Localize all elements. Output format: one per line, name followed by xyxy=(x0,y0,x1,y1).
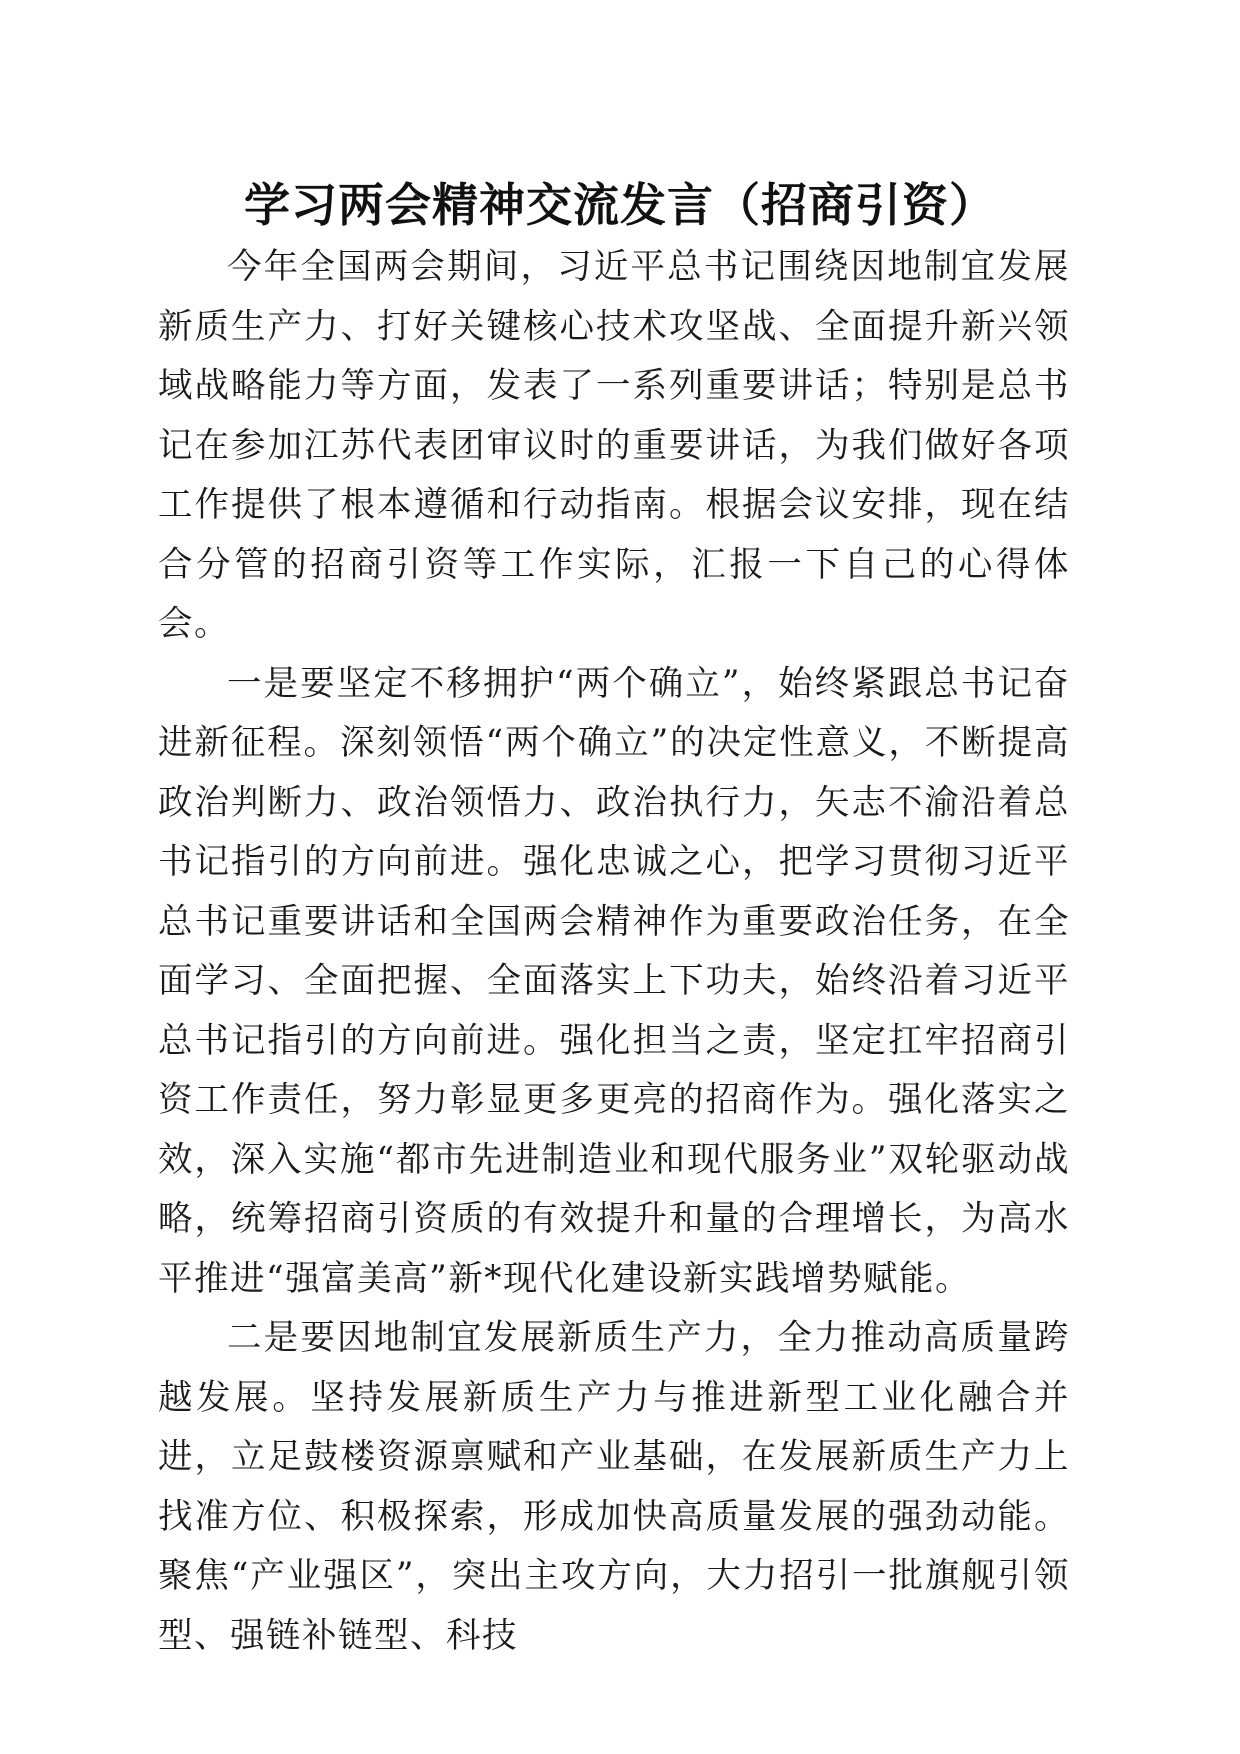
document-body xyxy=(158,238,1070,1666)
paragraph-intro: 今年全国两会期间，习近平总书记围绕因地制宜发展新质生产力、打好关键核心技术攻坚战、全面提升新兴领域战略能力等方面，发表了一系列重要讲话；特别是总书记在参加江苏代表团审议时的重要讲话，为我们做好各项工作提供了根本遵循和行动指南。根据会议安排，现在结合分管的招商引资等工作实际，汇报一下自己的心得体会。 xyxy=(158,247,1070,644)
paragraph-point-one: 一是要坚定不移拥护“两个确立”，始终紧跟总书记奋进新征程。深刻领悟“两个确立”的决定性意义，不断提高政治判断力、政治领悟力、政治执行力，矢志不渝沿着总书记指引的方向前进。强化忠诚之心，把学习贯彻习近平总书记重要讲话和全国两会精神作为重要政治任务，在全面学习、全面把握、全面落实上下功夫，始终沿着习近平总书记指引的方向前进。强化担当之责，坚定扛牢招商引资工作责任，努力彰显更多更亮的招商作为。强化落实之效，深入实施“都市先进制造业和现代服务业”双轮驱动战略，统筹招商引资质的有效提升和量的合理增长，为高水平推进“强富美高”新*现代化建设新实践增势赋能。 xyxy=(158,663,1070,1299)
paragraph-point-two: 二是要因地制宜发展新质生产力，全力推动高质量跨越发展。坚持发展新质生产力与推进新型工业化融合并进，立足鼓楼资源禀赋和产业基础，在发展新质生产力上找准方位、积极探索，形成加快高质量发展的强劲动能。聚焦“产业强区”，突出主攻方向，大力招引一批旗舰引领型、强链补链型、科技 xyxy=(158,1318,1070,1656)
document-title: 学习两会精神交流发言（招商引资） xyxy=(244,178,996,232)
